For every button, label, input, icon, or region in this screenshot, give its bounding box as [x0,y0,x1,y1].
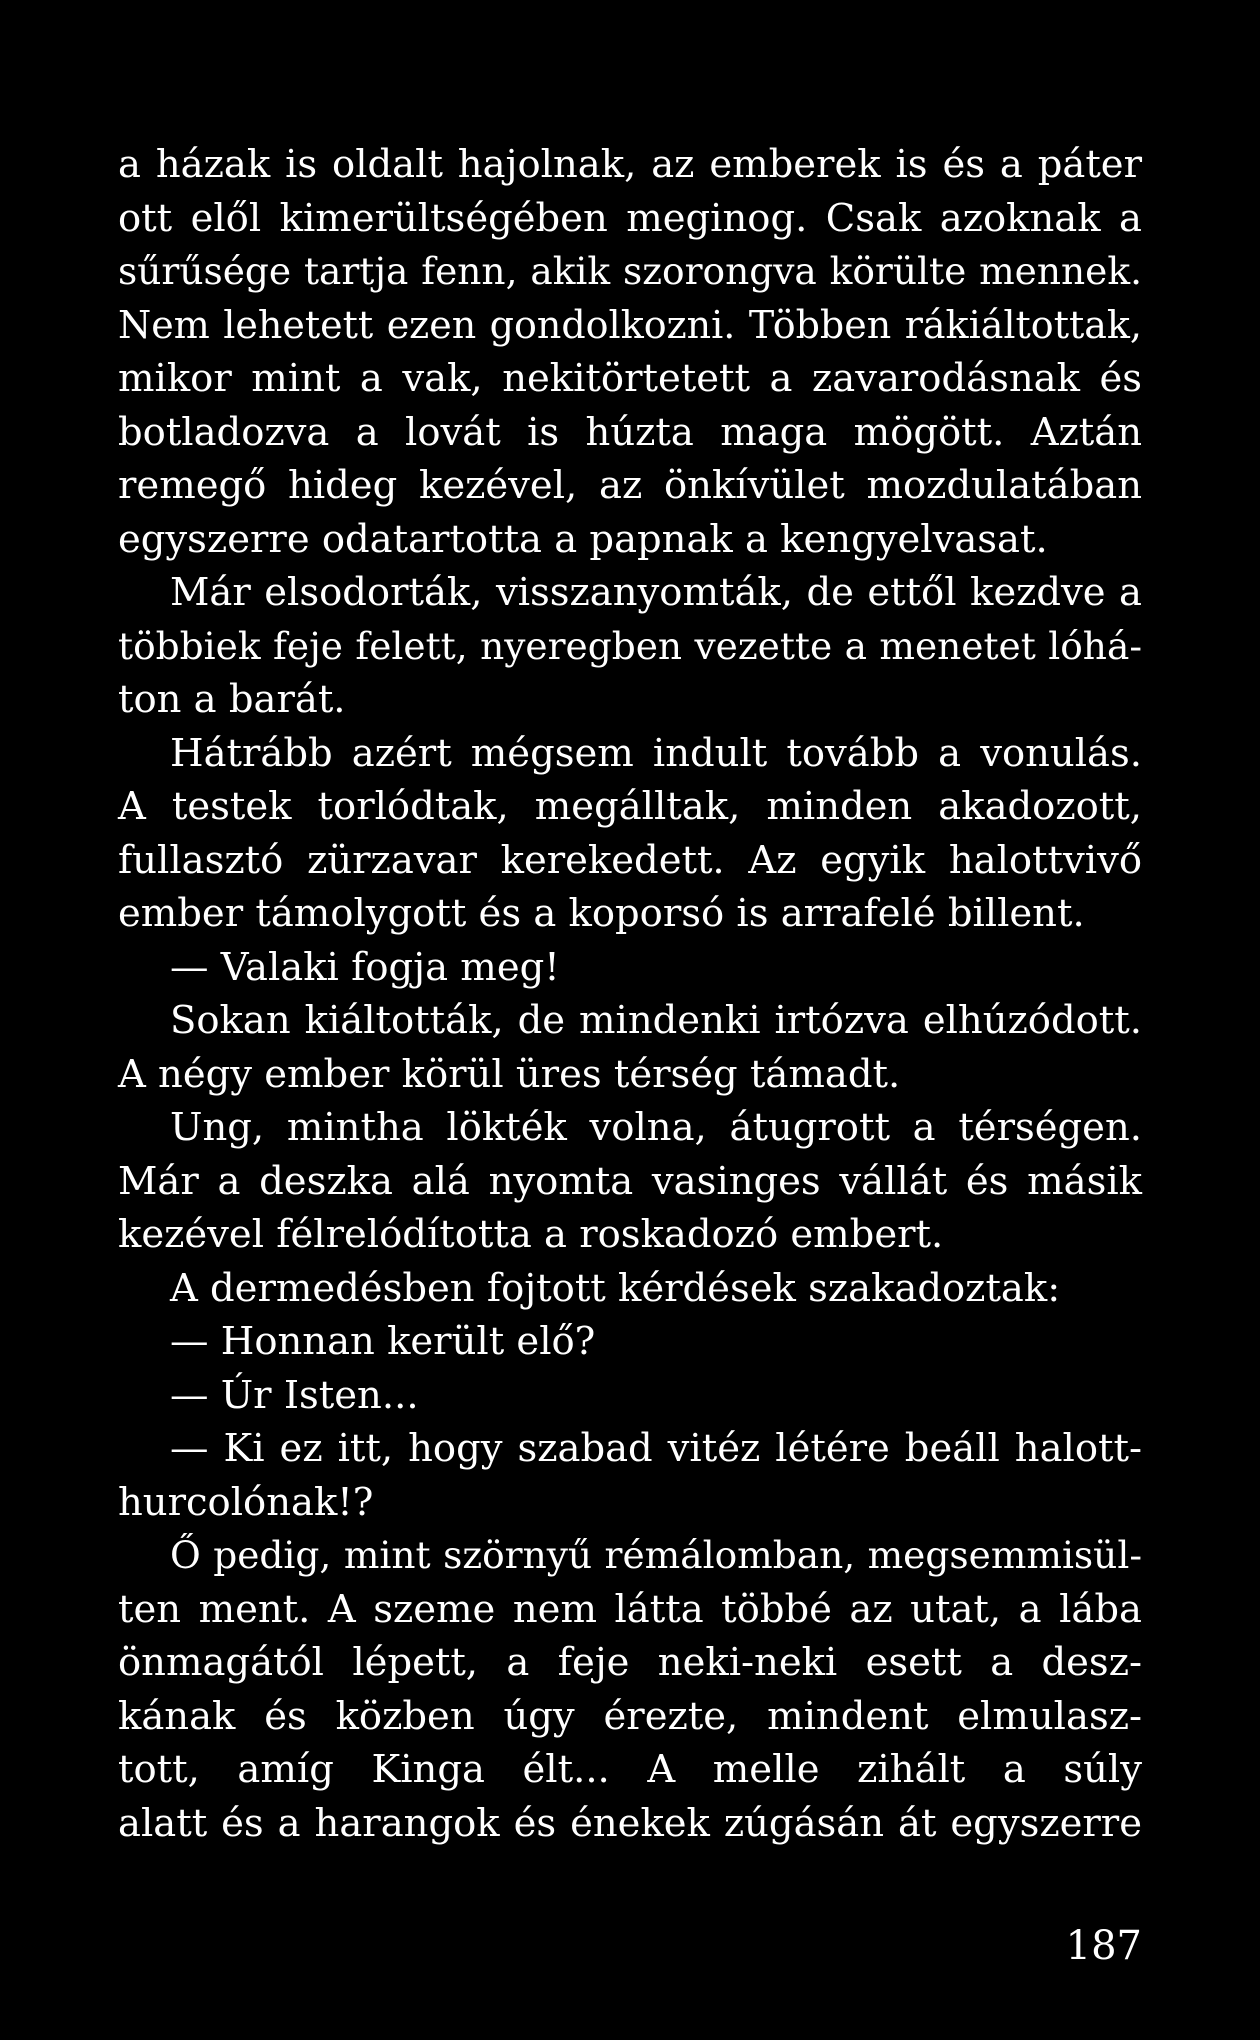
text-line: a házak is oldalt hajolnak, az emberek is és a páter [118,142,1142,187]
text-line: ember támolygott és a koporsó is arrafelé billent. [118,891,1085,936]
text-line: ten ment. A szeme nem látta többé az utat, a lába [118,1586,1142,1632]
text-line: botladozva a lovát is húzta maga mögött. Aztán [118,409,1142,455]
text-line: tott, amíg Kinga élt... A melle zihált a súly [118,1747,1142,1792]
text-line: kezével félrelódította a roskadozó embert. [118,1212,944,1257]
text-line: A négy ember körül üres térség támadt. [118,1051,901,1097]
text-line: alatt és a harangok és énekek zúgásán át egyszerre [118,1800,1142,1846]
text-line: — Honnan került elő? [170,1319,596,1364]
text-line: Hátrább azért mégsem indult tovább a vonulás. [170,730,1142,776]
text-line: ton a barát. [118,677,346,722]
text-line: Nem lehetett ezen gondolkozni. Többen rákiáltottak, [118,302,1142,347]
text-line: fullasztó zürzavar kerekedett. Az egyik halottvivő [118,837,1142,883]
text-line: — Úr Isten... [170,1372,419,1418]
text-line: egyszerre odatartotta a papnak a kengyelvasat. [118,516,1048,562]
text-line: Ő pedig, mint szörnyű rémálomban, megsemmisül- [170,1533,1142,1577]
text-line: remegő hideg kezével, az önkívület mozdulatában [118,463,1142,508]
text-line: ott elől kimerültségében meginog. Csak azoknak a [118,195,1142,241]
text-line: — Valaki fogja meg! [170,944,560,990]
text-line: többiek feje felett, nyeregben vezette a menetet lóhá- [118,623,1142,668]
text-line: — Ki ez itt, hogy szabad vitéz létére beáll halott- [170,1426,1142,1471]
page-number: 187 [1065,1923,1142,1969]
text-line: önmagától lépett, a feje neki-neki esett a desz- [118,1640,1142,1685]
text-line: kának és közben úgy érezte, mindent elmulasz- [118,1693,1142,1739]
text-line: Ung, mintha lökték volna, átugrott a térségen. [170,1105,1142,1150]
text-line: Már elsodorták, visszanyomták, de ettől kezdve a [170,570,1142,615]
text-line: Már a deszka alá nyomta vasinges vállát és másik [118,1158,1142,1204]
text-line: A testek torlódtak, megálltak, minden akadozott, [118,784,1142,829]
text-line: mikor mint a vak, nekitörtetett a zavarodásnak és [118,356,1142,401]
body-text [118,138,1142,1850]
text-line: sűrűsége tartja fenn, akik szorongva körülte mennek. [118,249,1142,293]
text-line: hurcolónak!? [118,1479,374,1525]
text-line: A dermedésben fojtott kérdések szakadoztak: [170,1265,1061,1311]
text-line: Sokan kiáltották, de mindenki irtózva elhúzódott. [170,998,1142,1043]
